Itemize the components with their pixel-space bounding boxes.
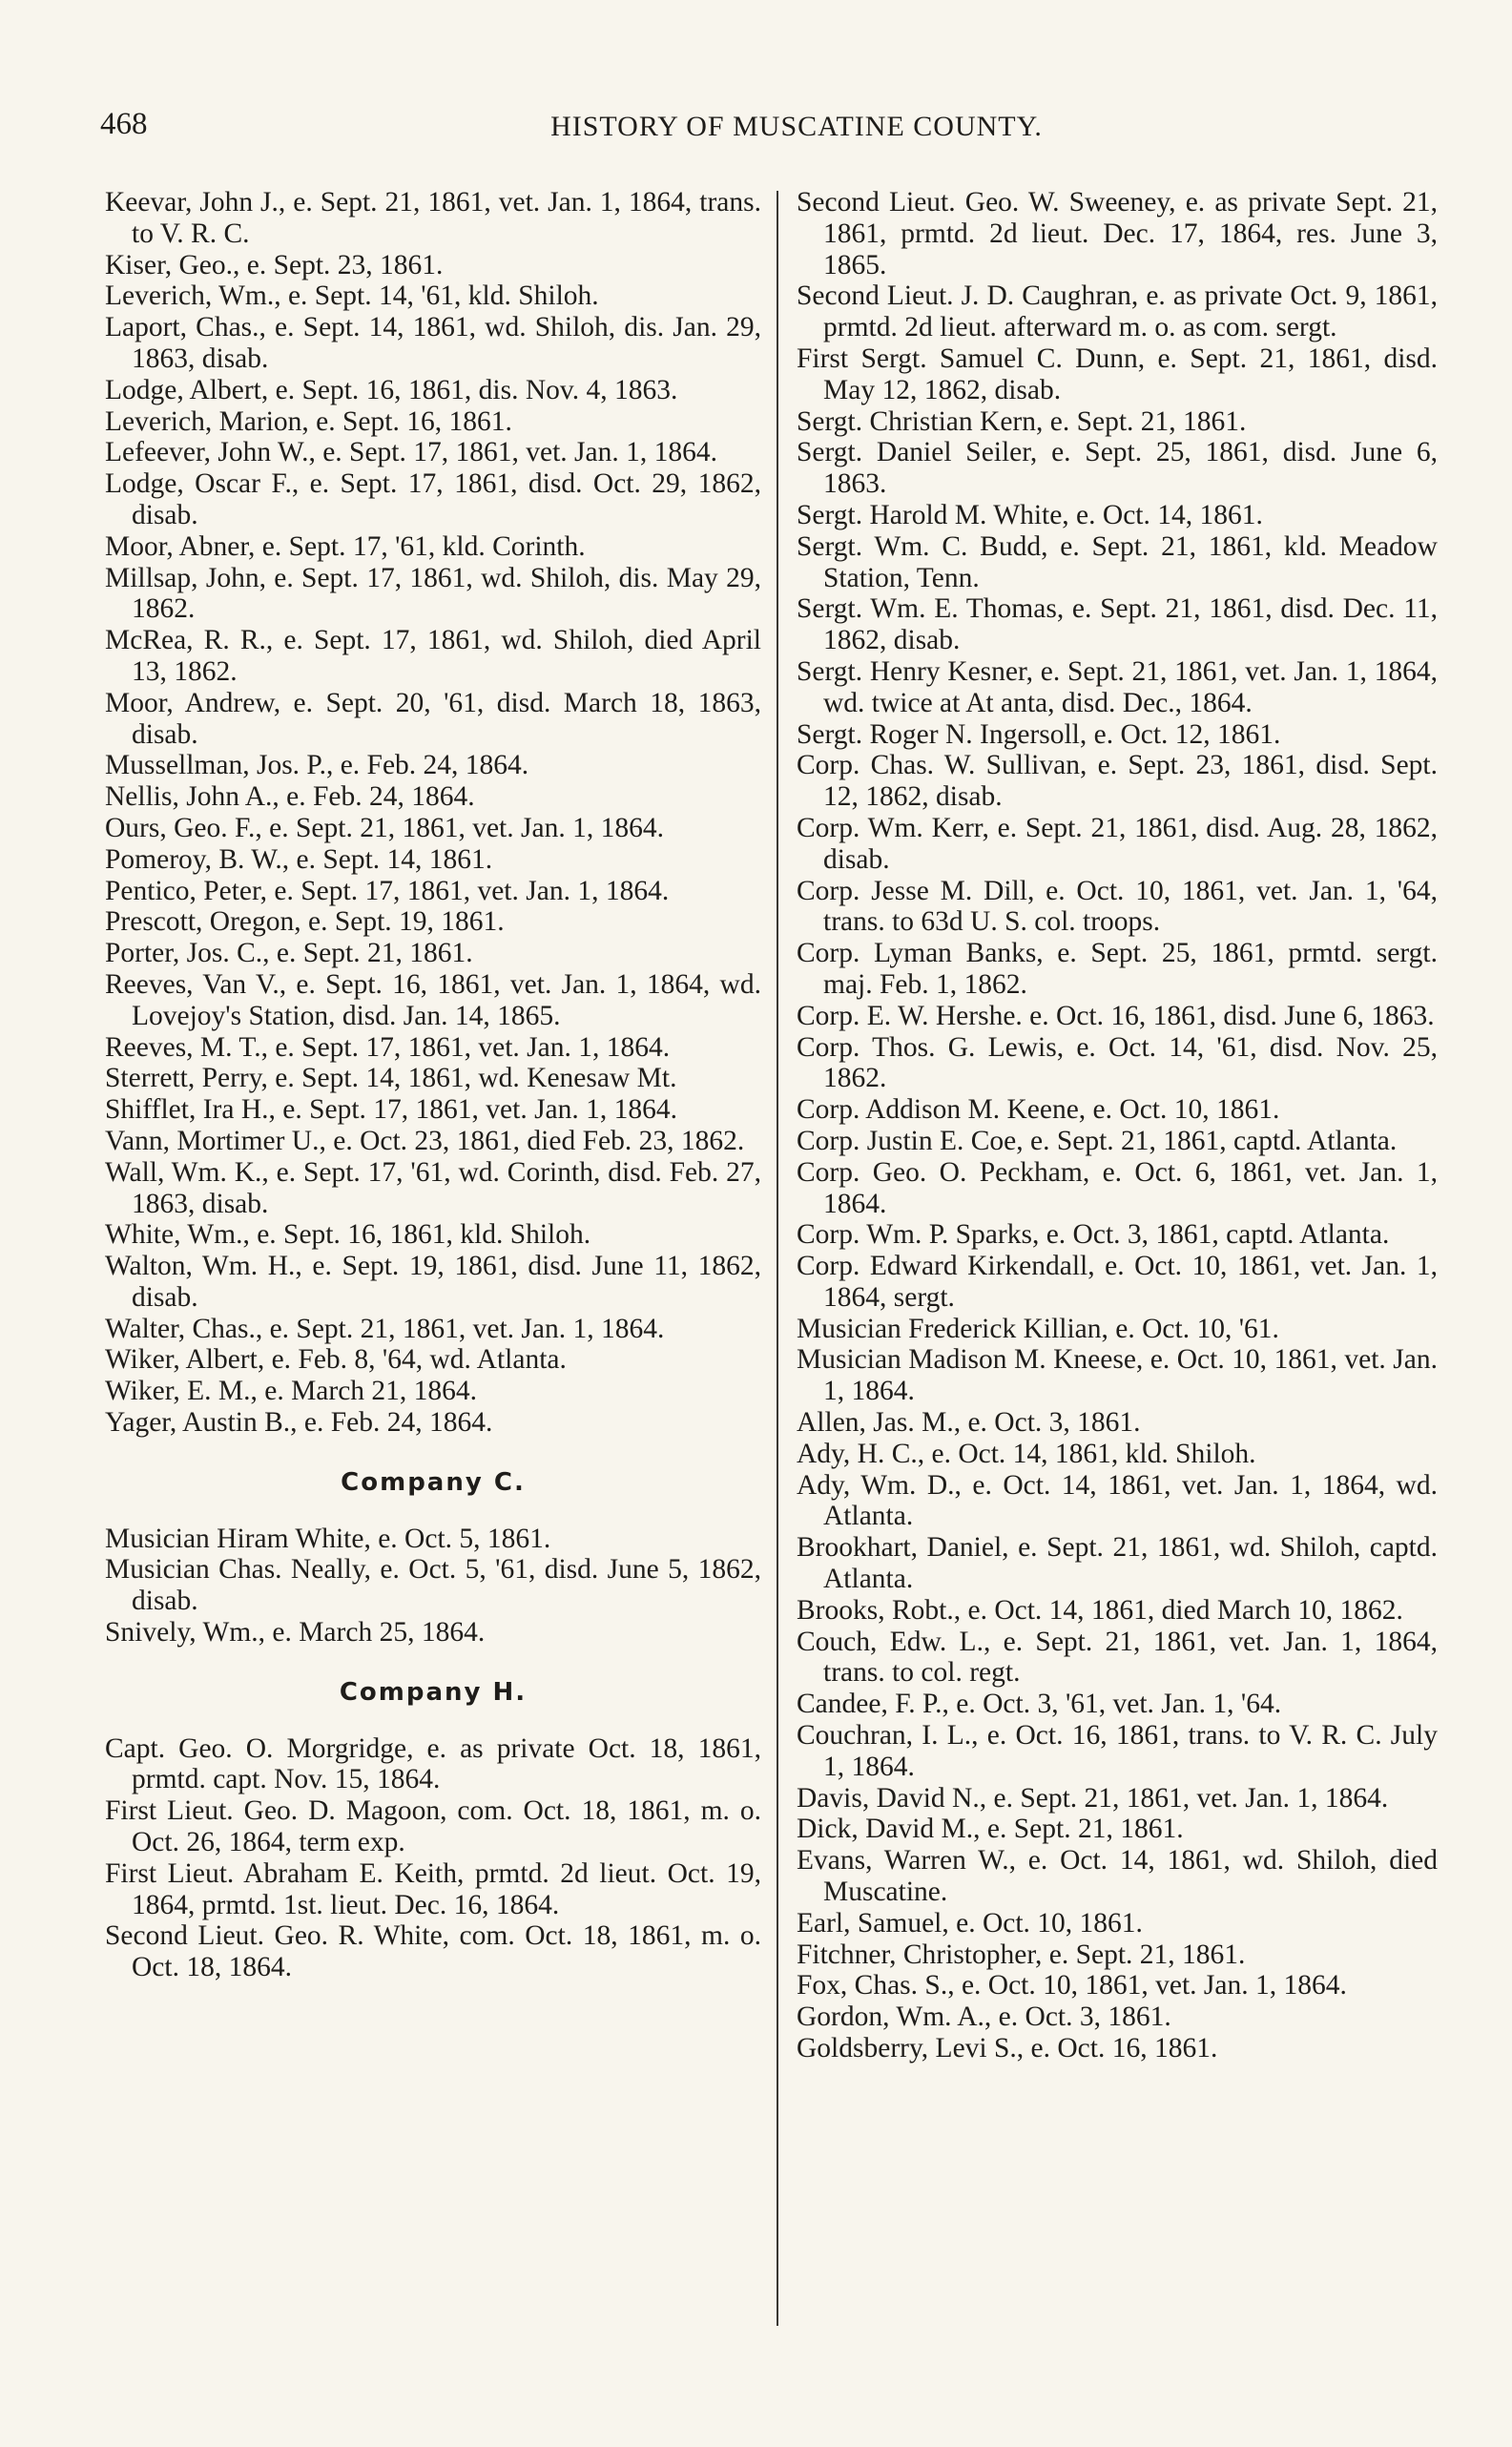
roster-entry: Reeves, Van V., e. Sept. 16, 1861, vet. Jan. 1, 1864, wd. Lovejoy's Station, disd. Jan. 14, 1865. [105, 968, 761, 1031]
running-title: HISTORY OF MUSCATINE COUNTY. [550, 111, 1043, 142]
roster-entry: Couchran, I. L., e. Oct. 16, 1861, trans. to V. R. C. July 1, 1864. [797, 1720, 1438, 1782]
roster-entry: Sergt. Henry Kesner, e. Sept. 21, 1861, vet. Jan. 1, 1864, wd. twice at At anta, disd. Dec., 1864. [797, 655, 1438, 718]
roster-entry: Prescott, Oregon, e. Sept. 19, 1861. [105, 906, 505, 938]
roster-entry: Second Lieut. Geo. W. Sweeney, e. as private Sept. 21, 1861, prmtd. 2d lieut. Dec. 17, 1864, res. June 3, 1865. [797, 187, 1438, 280]
roster-entry: Couch, Edw. L., e. Sept. 21, 1861, vet. Jan. 1, 1864, trans. to col. regt. [797, 1626, 1438, 1689]
roster-entry: Snively, Wm., e. March 25, 1864. [105, 1617, 486, 1649]
roster-entry: Lodge, Albert, e. Sept. 16, 1861, dis. Nov. 4, 1863. [105, 374, 678, 405]
company-heading: Company H. [339, 1677, 528, 1707]
roster-entry: Musician Chas. Neally, e. Oct. 5, '61, disd. June 5, 1862, disab. [105, 1554, 761, 1617]
roster-entry: Sergt. Wm. C. Budd, e. Sept. 21, 1861, kld. Meadow Station, Tenn. [797, 530, 1438, 593]
roster-entry: Keevar, John J., e. Sept. 21, 1861, vet. Jan. 1, 1864, trans. to V. R. C. [105, 187, 761, 249]
roster-entry: Nellis, John A., e. Feb. 24, 1864. [105, 781, 475, 813]
roster-entry: Yager, Austin B., e. Feb. 24, 1864. [105, 1407, 493, 1439]
roster-entry: Walton, Wm. H., e. Sept. 19, 1861, disd. June 11, 1862, disab. [105, 1251, 761, 1313]
roster-entry: Lefeever, John W., e. Sept. 17, 1861, vet. Jan. 1, 1864. [105, 437, 717, 468]
roster-entry: Reeves, M. T., e. Sept. 17, 1861, vet. Jan. 1, 1864. [105, 1031, 671, 1063]
roster-entry: Sergt. Christian Kern, e. Sept. 21, 1861. [797, 405, 1247, 437]
roster-entry: First Lieut. Geo. D. Magoon, com. Oct. 18, 1861, m. o. Oct. 26, 1864, term exp. [105, 1795, 761, 1858]
roster-entry: Corp. Wm. Kerr, e. Sept. 21, 1861, disd. Aug. 28, 1862, disab. [797, 812, 1438, 875]
column-divider [777, 191, 778, 2326]
roster-entry: Walter, Chas., e. Sept. 21, 1861, vet. Jan. 1, 1864. [105, 1313, 665, 1344]
roster-entry: Moor, Abner, e. Sept. 17, '61, kld. Corinth. [105, 530, 586, 562]
roster-entry: Sterrett, Perry, e. Sept. 14, 1861, wd. Kenesaw Mt. [105, 1063, 677, 1094]
roster-entry: First Lieut. Abraham E. Keith, prmtd. 2d lieut. Oct. 19, 1864, prmtd. 1st. lieut. Dec. 16, 1864. [105, 1857, 761, 1920]
roster-entry: Fitchner, Christopher, e. Sept. 21, 1861. [797, 1939, 1246, 1970]
roster-entry: Corp. Justin E. Coe, e. Sept. 21, 1861, captd. Atlanta. [797, 1125, 1398, 1156]
roster-entry: Corp. Jesse M. Dill, e. Oct. 10, 1861, vet. Jan. 1, '64, trans. to 63d U. S. col. troops. [797, 875, 1438, 938]
roster-entry: Ady, H. C., e. Oct. 14, 1861, kld. Shiloh. [797, 1438, 1256, 1469]
roster-entry: Vann, Mortimer U., e. Oct. 23, 1861, died Feb. 23, 1862. [105, 1125, 745, 1156]
roster-entry: Corp. Thos. G. Lewis, e. Oct. 14, '61, disd. Nov. 25, 1862. [797, 1031, 1438, 1094]
roster-entry: Corp. Addison M. Keene, e. Oct. 10, 1861. [797, 1094, 1280, 1126]
roster-entry: Kiser, Geo., e. Sept. 23, 1861. [105, 249, 444, 280]
roster-entry: Moor, Andrew, e. Sept. 20, '61, disd. March 18, 1863, disab. [105, 687, 761, 750]
roster-entry: Pentico, Peter, e. Sept. 17, 1861, vet. Jan. 1, 1864. [105, 875, 670, 906]
roster-entry: Ady, Wm. D., e. Oct. 14, 1861, vet. Jan. 1, 1864, wd. Atlanta. [797, 1469, 1438, 1532]
roster-entry: First Sergt. Samuel C. Dunn, e. Sept. 21, 1861, disd. May 12, 1862, disab. [797, 342, 1438, 405]
roster-entry: Leverich, Wm., e. Sept. 14, '61, kld. Shiloh. [105, 280, 599, 312]
roster-entry: Earl, Samuel, e. Oct. 10, 1861. [797, 1907, 1143, 1939]
roster-entry: Second Lieut. Geo. R. White, com. Oct. 18, 1861, m. o. Oct. 18, 1864. [105, 1920, 761, 1983]
roster-entry: Mussellman, Jos. P., e. Feb. 24, 1864. [105, 750, 529, 781]
roster-entry: Musician Hiram White, e. Oct. 5, 1861. [105, 1523, 551, 1554]
roster-entry: Gordon, Wm. A., e. Oct. 3, 1861. [797, 2001, 1171, 2033]
roster-entry: Brookhart, Daniel, e. Sept. 21, 1861, wd. Shiloh, captd. Atlanta. [797, 1532, 1438, 1595]
roster-entry: Corp. E. W. Hershe. e. Oct. 16, 1861, disd. June 6, 1863. [797, 1000, 1435, 1031]
roster-entry: Brooks, Robt., e. Oct. 14, 1861, died March 10, 1862. [797, 1594, 1403, 1626]
roster-entry: Sergt. Harold M. White, e. Oct. 14, 1861. [797, 499, 1263, 530]
roster-entry: Dick, David M., e. Sept. 21, 1861. [797, 1814, 1184, 1845]
roster-entry: Capt. Geo. O. Morgridge, e. as private Oct. 18, 1861, prmtd. capt. Nov. 15, 1864. [105, 1732, 761, 1795]
roster-entry: Laport, Chas., e. Sept. 14, 1861, wd. Shiloh, dis. Jan. 29, 1863, disab. [105, 312, 761, 374]
roster-entry: Leverich, Marion, e. Sept. 16, 1861. [105, 405, 512, 437]
roster-entry: Allen, Jas. M., e. Oct. 3, 1861. [797, 1407, 1141, 1439]
roster-entry: Musician Madison M. Kneese, e. Oct. 10, 1861, vet. Jan. 1, 1864. [797, 1344, 1438, 1407]
roster-entry: Shifflet, Ira H., e. Sept. 17, 1861, vet. Jan. 1, 1864. [105, 1094, 678, 1126]
roster-entry: Corp. Geo. O. Peckham, e. Oct. 6, 1861, vet. Jan. 1, 1864. [797, 1156, 1438, 1219]
roster-entry: Pomeroy, B. W., e. Sept. 14, 1861. [105, 843, 493, 875]
roster-entry: Wall, Wm. K., e. Sept. 17, '61, wd. Corinth, disd. Feb. 27, 1863, disab. [105, 1156, 761, 1219]
roster-entry: McRea, R. R., e. Sept. 17, 1861, wd. Shiloh, died April 13, 1862. [105, 625, 761, 687]
right-column [797, 187, 1438, 2064]
left-column [105, 187, 761, 1983]
roster-entry: Millsap, John, e. Sept. 17, 1861, wd. Shiloh, dis. May 29, 1862. [105, 562, 761, 625]
roster-entry: Evans, Warren W., e. Oct. 14, 1861, wd. Shiloh, died Muscatine. [797, 1845, 1438, 1908]
roster-entry: Fox, Chas. S., e. Oct. 10, 1861, vet. Jan. 1, 1864. [797, 1970, 1347, 2001]
page-header [100, 107, 1436, 155]
roster-entry: Musician Frederick Killian, e. Oct. 10, '61. [797, 1313, 1279, 1344]
roster-entry: Corp. Chas. W. Sullivan, e. Sept. 23, 1861, disd. Sept. 12, 1862, disab. [797, 750, 1438, 813]
roster-entry: Porter, Jos. C., e. Sept. 21, 1861. [105, 938, 473, 969]
roster-entry: Sergt. Roger N. Ingersoll, e. Oct. 12, 1861. [797, 718, 1281, 750]
roster-entry: Davis, David N., e. Sept. 21, 1861, vet. Jan. 1, 1864. [797, 1782, 1389, 1814]
roster-entry: Ours, Geo. F., e. Sept. 21, 1861, vet. Jan. 1, 1864. [105, 812, 664, 843]
roster-entry: Sergt. Wm. E. Thomas, e. Sept. 21, 1861, disd. Dec. 11, 1862, disab. [797, 593, 1438, 656]
company-heading: Company C. [341, 1467, 526, 1497]
roster-entry: Second Lieut. J. D. Caughran, e. as private Oct. 9, 1861, prmtd. 2d lieut. afterward m. o. as com. sergt. [797, 280, 1438, 343]
roster-entry: Wiker, E. M., e. March 21, 1864. [105, 1376, 478, 1407]
roster-entry: Lodge, Oscar F., e. Sept. 17, 1861, disd. Oct. 29, 1862, disab. [105, 468, 761, 530]
roster-entry: Corp. Lyman Banks, e. Sept. 25, 1861, prmtd. sergt. maj. Feb. 1, 1862. [797, 938, 1438, 1000]
page-number: 468 [100, 107, 148, 141]
roster-entry: White, Wm., e. Sept. 16, 1861, kld. Shiloh. [105, 1219, 591, 1251]
roster-entry: Wiker, Albert, e. Feb. 8, '64, wd. Atlanta. [105, 1344, 567, 1376]
roster-entry: Corp. Edward Kirkendall, e. Oct. 10, 1861, vet. Jan. 1, 1864, sergt. [797, 1251, 1438, 1313]
roster-entry: Corp. Wm. P. Sparks, e. Oct. 3, 1861, captd. Atlanta. [797, 1219, 1390, 1251]
roster-entry: Candee, F. P., e. Oct. 3, '61, vet. Jan. 1, '64. [797, 1689, 1282, 1720]
roster-entry: Goldsberry, Levi S., e. Oct. 16, 1861. [797, 2033, 1218, 2064]
roster-entry: Sergt. Daniel Seiler, e. Sept. 25, 1861, disd. June 6, 1863. [797, 437, 1438, 500]
